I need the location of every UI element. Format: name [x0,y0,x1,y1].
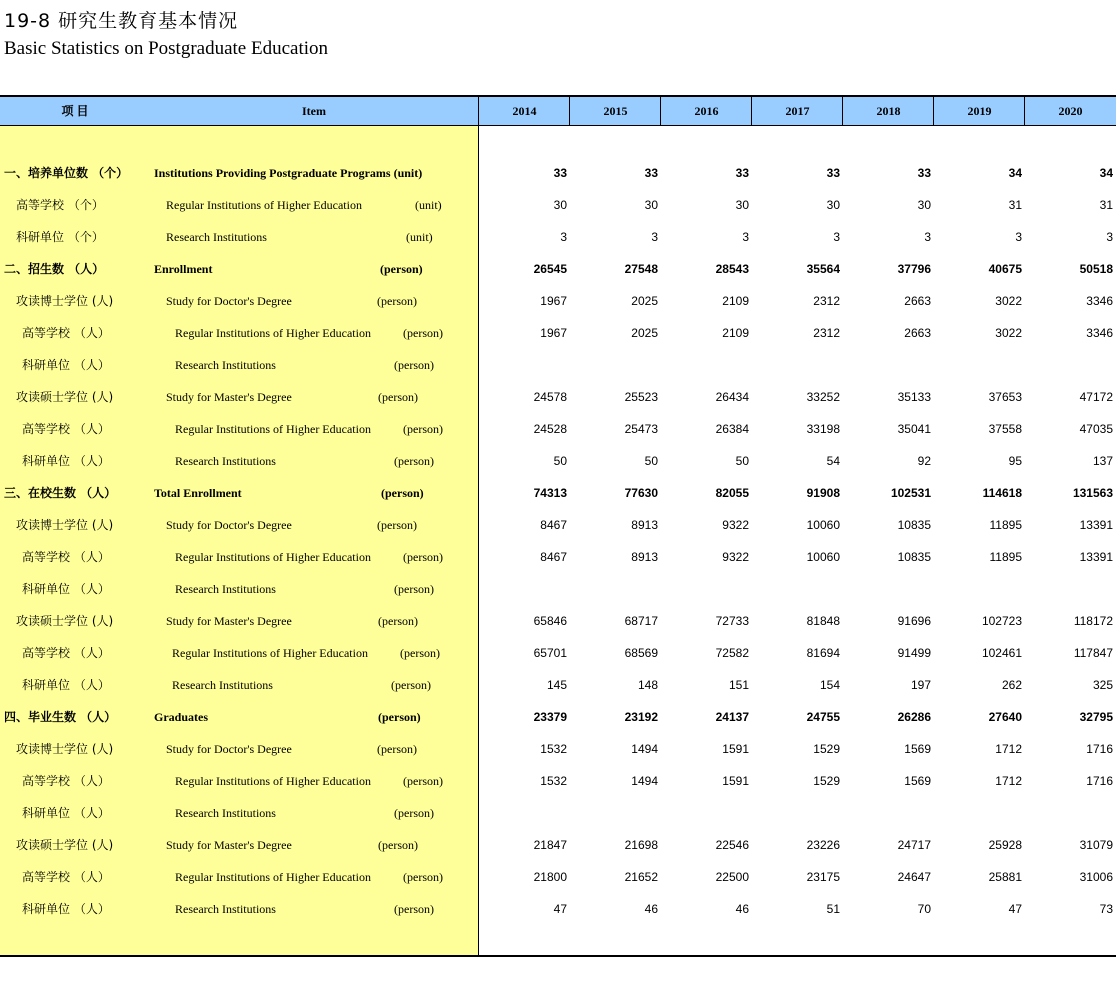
row-label-cn: 科研单位 （人） [22,678,110,692]
value-cell: 30 [826,198,840,212]
value-cell: 34 [1008,166,1022,180]
value-cell: 145 [546,678,567,692]
value-cell: 1494 [631,742,658,756]
row-label-cn: 三、在校生数 （人） [4,486,117,500]
row-label-en: Research Institutions [175,582,276,596]
value-cell: 3 [924,230,931,244]
value-cell: 47 [553,902,567,916]
value-cell: 1712 [995,774,1022,788]
value-cell [1028,349,1113,381]
row-label-en: Research Institutions [175,806,276,820]
header-year: 2018 [876,104,901,118]
value-cell [573,573,658,605]
value-cell [937,573,1022,605]
row-label-cn: 科研单位 （个） [16,230,104,244]
row-label-en: Institutions Providing Postgraduate Programs (unit) [154,166,423,180]
value-cell: 1494 [631,774,658,788]
value-cell: 68569 [624,646,658,660]
value-cell: 50 [553,454,567,468]
value-cell: 2312 [813,294,840,308]
value-cell: 21847 [533,838,567,852]
row-label-en: Research Institutions [175,902,276,916]
table-row [0,189,1116,221]
row-unit: (person) [381,486,424,500]
value-cell: 3 [651,230,658,244]
row-unit: (person) [391,678,431,692]
value-cell: 13391 [1079,550,1113,564]
value-cell: 1716 [1086,742,1113,756]
value-cell: 73 [1099,902,1113,916]
value-cell [664,797,749,829]
value-cell: 50518 [1079,262,1113,276]
value-cell: 102461 [981,646,1022,660]
value-cell: 2025 [631,326,658,340]
value-cell: 50 [644,454,658,468]
row-label-en: Regular Institutions of Higher Education [175,550,371,564]
page-title-cn: 19-8 研究生教育基本情况 [4,10,239,32]
value-cell: 92 [917,454,931,468]
row-label-en: Study for Doctor's Degree [166,742,292,756]
header-year: 2015 [603,104,628,118]
value-cell: 50 [735,454,749,468]
value-cell [755,573,840,605]
table-row [0,477,1116,509]
value-cell: 26434 [715,390,749,404]
value-cell: 1716 [1086,774,1113,788]
row-label-en: Research Institutions [175,454,276,468]
value-cell: 33 [826,166,840,180]
row-label-en: Regular Institutions of Higher Education [172,646,368,660]
value-cell: 35041 [897,422,931,436]
value-cell: 9322 [722,518,749,532]
value-cell: 27548 [624,262,658,276]
row-unit: (person) [400,646,440,660]
row-unit: (unit) [406,230,433,244]
row-label-en: Graduates [154,710,208,724]
value-cell: 24755 [806,710,840,724]
value-cell: 72733 [715,614,749,628]
row-label-cn: 科研单位 （人） [22,582,110,596]
value-cell: 26545 [533,262,567,276]
table-row [0,317,1116,349]
row-label-en: Study for Master's Degree [166,614,292,628]
table-row [0,381,1116,413]
value-cell: 25473 [624,422,658,436]
value-cell: 3 [833,230,840,244]
statistics-table [0,95,1116,957]
value-cell: 13391 [1079,518,1113,532]
value-cell: 3 [742,230,749,244]
value-cell: 82055 [715,486,749,500]
row-label-cn: 高等学校 （人） [22,550,110,564]
row-label-cn: 科研单位 （人） [22,358,110,372]
table-row [0,637,1116,669]
row-unit: (person) [394,454,434,468]
value-cell: 325 [1092,678,1113,692]
row-unit: (person) [377,294,417,308]
row-unit: (person) [377,742,417,756]
value-cell: 1529 [813,742,840,756]
row-label-en: Regular Institutions of Higher Education [175,422,371,436]
value-cell [573,797,658,829]
value-cell: 3346 [1086,294,1113,308]
header-year: 2014 [512,104,537,118]
value-cell: 23175 [806,870,840,884]
value-cell [755,349,840,381]
table-row [0,413,1116,445]
value-cell: 81694 [806,646,840,660]
value-cell: 47 [1008,902,1022,916]
row-label-cn: 攻读博士学位 (人) [16,742,114,756]
value-cell: 31079 [1079,838,1113,852]
row-unit: (person) [378,710,421,724]
value-cell: 1532 [540,742,567,756]
row-label-cn: 二、招生数 （人） [4,262,105,276]
value-cell: 47172 [1079,390,1113,404]
header-item-cn: 项 目 [61,104,89,118]
value-cell: 23192 [624,710,658,724]
row-label-cn: 四、毕业生数 （人） [4,710,117,724]
value-cell: 1967 [540,326,567,340]
value-cell: 2663 [904,294,931,308]
value-cell: 25928 [988,838,1022,852]
value-cell: 8467 [540,518,567,532]
value-cell: 33198 [806,422,840,436]
table-row [0,893,1116,925]
value-cell [664,573,749,605]
value-cell: 30 [735,198,749,212]
row-label-en: Regular Institutions of Higher Education [166,198,362,212]
value-cell: 114618 [982,486,1022,500]
value-cell: 10835 [897,550,931,564]
value-cell: 31 [1008,198,1022,212]
value-cell: 3022 [995,294,1022,308]
value-cell: 33 [735,166,749,180]
row-label-en: Study for Master's Degree [166,838,292,852]
table-row [0,573,1116,605]
value-cell: 131563 [1072,486,1113,500]
row-unit: (person) [380,262,423,276]
value-cell: 1569 [904,742,931,756]
value-cell: 11895 [989,518,1022,532]
table-row [0,157,1116,189]
row-label-en: Regular Institutions of Higher Education [175,774,371,788]
value-cell: 37558 [988,422,1022,436]
value-cell: 2109 [722,326,749,340]
table-row [0,221,1116,253]
value-cell [573,349,658,381]
value-cell: 24578 [533,390,567,404]
value-cell: 118172 [1073,614,1113,628]
row-unit: (person) [394,806,434,820]
header-year: 2017 [785,104,810,118]
value-cell: 74313 [533,486,567,500]
value-cell: 40675 [988,262,1022,276]
value-cell: 22546 [715,838,749,852]
row-unit: (person) [394,902,434,916]
value-cell: 25523 [624,390,658,404]
table-row [0,669,1116,701]
row-label-en: Regular Institutions of Higher Education [175,326,371,340]
value-cell [482,797,567,829]
value-cell: 21800 [533,870,567,884]
value-cell [846,797,931,829]
row-label-cn: 科研单位 （人） [22,454,110,468]
value-cell: 68717 [624,614,658,628]
value-cell: 34 [1099,166,1113,180]
value-cell: 3346 [1086,326,1113,340]
value-cell: 8913 [631,550,658,564]
row-unit: (person) [394,358,434,372]
value-cell: 21698 [624,838,658,852]
value-cell: 10060 [806,518,840,532]
row-label-cn: 高等学校 （人） [22,646,110,660]
table-row [0,829,1116,861]
value-cell: 137 [1092,454,1113,468]
table-row [0,701,1116,733]
value-cell [1028,797,1113,829]
value-cell: 22500 [715,870,749,884]
value-cell: 91908 [806,486,840,500]
row-unit: (person) [403,326,443,340]
value-cell: 24647 [897,870,931,884]
value-cell: 3 [1015,230,1022,244]
table-row [0,349,1116,381]
value-cell: 3 [560,230,567,244]
row-label-cn: 高等学校 （个） [16,198,104,212]
value-cell [937,797,1022,829]
row-label-cn: 高等学校 （人） [22,870,110,884]
value-cell: 1532 [540,774,567,788]
value-cell: 81848 [806,614,840,628]
row-label-cn: 科研单位 （人） [22,902,110,916]
row-unit: (person) [403,870,443,884]
row-label-en: Regular Institutions of Higher Education [175,870,371,884]
row-label-en: Research Institutions [175,358,276,372]
value-cell: 10835 [897,518,931,532]
row-label-en: Total Enrollment [154,486,242,500]
header-year: 2019 [967,104,992,118]
row-unit: (person) [378,838,418,852]
value-cell: 2663 [904,326,931,340]
value-cell: 65846 [533,614,567,628]
value-cell: 33252 [806,390,840,404]
header-year: 2020 [1058,104,1083,118]
value-cell: 37796 [897,262,931,276]
value-cell: 3 [1106,230,1113,244]
value-cell: 65701 [533,646,567,660]
value-cell: 8467 [540,550,567,564]
value-cell: 37653 [988,390,1022,404]
value-cell: 95 [1008,454,1022,468]
table-row [0,765,1116,797]
value-cell: 197 [910,678,931,692]
value-cell: 70 [917,902,931,916]
value-cell: 30 [644,198,658,212]
row-label-cn: 攻读博士学位 (人) [16,294,114,308]
row-label-cn: 攻读硕士学位 (人) [16,614,114,628]
value-cell: 26384 [715,422,749,436]
page-title-en: Basic Statistics on Postgraduate Education [4,38,329,59]
row-unit: (person) [377,518,417,532]
value-cell: 2312 [813,326,840,340]
row-label-cn: 高等学校 （人） [22,422,110,436]
value-cell: 24528 [533,422,567,436]
value-cell: 151 [728,678,749,692]
table-row [0,605,1116,637]
value-cell: 51 [826,902,840,916]
value-cell: 117847 [1073,646,1113,660]
value-cell [482,349,567,381]
row-label-cn: 攻读硕士学位 (人) [16,838,114,852]
value-cell: 26286 [897,710,931,724]
row-label-cn: 高等学校 （人） [22,326,110,340]
value-cell [755,797,840,829]
value-cell: 9322 [722,550,749,564]
value-cell [1028,573,1113,605]
value-cell [664,349,749,381]
value-cell: 154 [819,678,840,692]
table-row [0,445,1116,477]
row-label-en: Research Institutions [166,230,267,244]
row-label-en: Research Institutions [172,678,273,692]
value-cell: 91499 [897,646,931,660]
table-row [0,733,1116,765]
row-unit: (person) [403,550,443,564]
value-cell: 46 [644,902,658,916]
value-cell: 148 [637,678,658,692]
row-label-cn: 一、培养单位数 （个） [4,166,129,180]
value-cell: 11895 [989,550,1022,564]
value-cell: 30 [553,198,567,212]
row-label-en: Study for Master's Degree [166,390,292,404]
table-row [0,253,1116,285]
table-row [0,861,1116,893]
row-label-cn: 高等学校 （人） [22,774,110,788]
table-row [0,509,1116,541]
row-unit: (unit) [415,198,442,212]
value-cell: 1591 [722,742,749,756]
row-unit: (person) [403,774,443,788]
value-cell: 10060 [806,550,840,564]
value-cell: 1967 [540,294,567,308]
row-label-cn: 攻读博士学位 (人) [16,518,114,532]
value-cell [937,349,1022,381]
header-item-en: Item [302,104,326,118]
value-cell: 21652 [624,870,658,884]
value-cell: 3022 [995,326,1022,340]
value-cell: 30 [917,198,931,212]
row-label-en: Study for Doctor's Degree [166,294,292,308]
row-label-cn: 攻读硕士学位 (人) [16,390,114,404]
table-header [0,95,1116,126]
table-bottom-border [0,955,1116,957]
value-cell [846,349,931,381]
value-cell: 72582 [715,646,749,660]
value-cell: 28543 [715,262,749,276]
value-cell: 91696 [897,614,931,628]
value-cell: 8913 [631,518,658,532]
value-cell: 31006 [1079,870,1113,884]
row-unit: (person) [403,422,443,436]
header-year: 2016 [694,104,719,118]
value-cell: 25881 [988,870,1022,884]
row-unit: (person) [378,390,418,404]
value-cell: 102531 [890,486,931,500]
value-cell: 23226 [806,838,840,852]
value-cell: 47035 [1079,422,1113,436]
value-cell: 1569 [904,774,931,788]
value-cell: 262 [1001,678,1022,692]
value-cell: 35133 [897,390,931,404]
value-cell: 35564 [806,262,840,276]
value-cell [482,573,567,605]
value-cell: 33 [917,166,931,180]
value-cell: 77630 [624,486,658,500]
value-cell: 2025 [631,294,658,308]
value-cell: 1591 [722,774,749,788]
row-unit: (person) [378,614,418,628]
value-cell: 33 [553,166,567,180]
value-cell: 31 [1099,198,1113,212]
value-cell: 46 [735,902,749,916]
value-cell: 32795 [1079,710,1113,724]
value-cell: 1529 [813,774,840,788]
table-row [0,541,1116,573]
value-cell [846,573,931,605]
value-cell: 24137 [715,710,749,724]
value-cell: 1712 [995,742,1022,756]
value-cell: 23379 [533,710,567,724]
row-label-en: Study for Doctor's Degree [166,518,292,532]
value-cell: 27640 [988,710,1022,724]
row-unit: (person) [394,582,434,596]
value-cell: 2109 [722,294,749,308]
value-cell: 24717 [897,838,931,852]
value-cell: 102723 [981,614,1022,628]
row-label-cn: 科研单位 （人） [22,806,110,820]
table-row [0,797,1116,829]
value-cell: 33 [644,166,658,180]
table-row [0,285,1116,317]
value-cell: 54 [826,454,840,468]
row-label-en: Enrollment [154,262,213,276]
